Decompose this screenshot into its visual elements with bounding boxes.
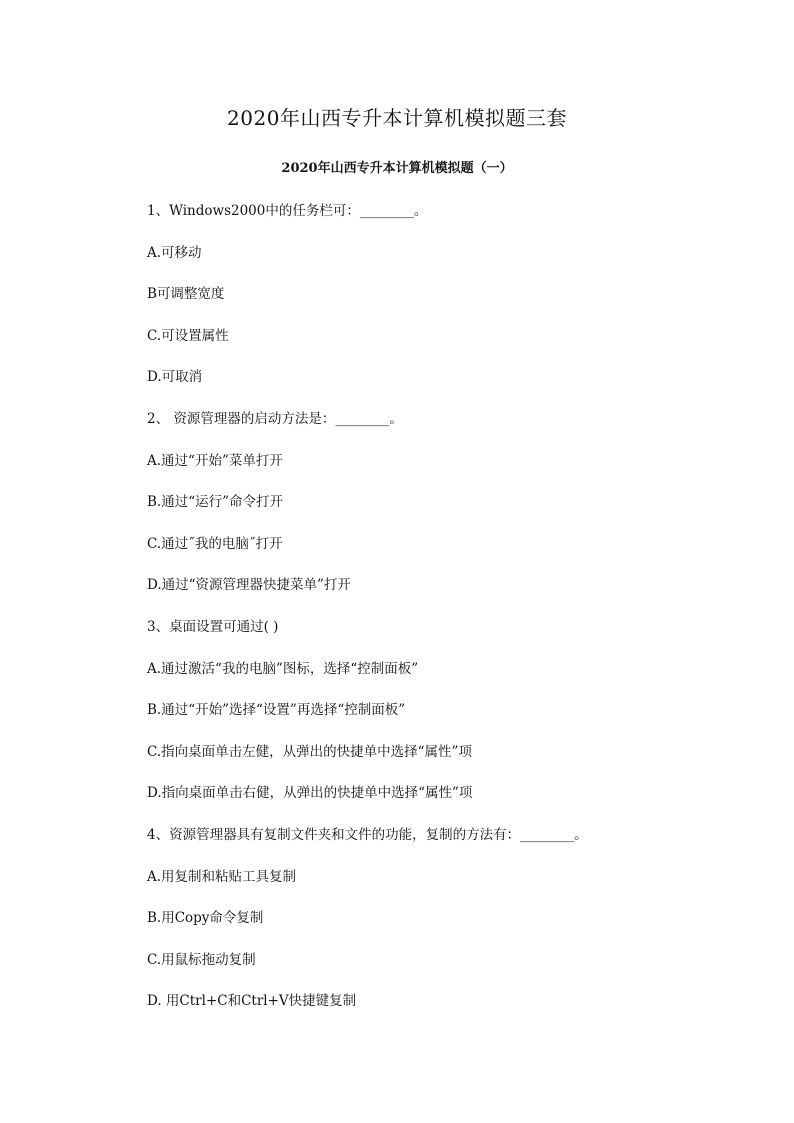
question-3-option-a: A.通过激活“我的电脑”图标，选择“控制面板”	[147, 660, 419, 677]
question-2-option-a: A.通过“开始”菜单打开	[147, 452, 283, 469]
question-4-option-c: C.用鼠标拖动复制	[147, 951, 256, 968]
question-2-option-b: B.通过“运行”命令打开	[147, 494, 284, 511]
section-title: 2020年山西专升本计算机模拟题（一）	[281, 161, 513, 176]
question-4-option-d: D. 用Ctrl+C和Ctrl+V快捷键复制	[147, 993, 357, 1010]
question-3-option-c: C.指向桌面单击左健，从弹出的快捷单中选择“属性”项	[147, 743, 472, 760]
question-1-stem: 1、Windows2000中的任务栏可：________。	[147, 203, 428, 219]
question-2-stem: 2、 资源管理器的启动方法是：________。	[147, 410, 403, 427]
question-1-option-a: A.可移动	[147, 244, 202, 261]
question-2-option-d: D.通过“资源管理器快捷菜单”打开	[147, 577, 351, 594]
question-4-option-b: B.用Copy命令复制	[147, 910, 264, 927]
question-1-option-b: B可调整宽度	[147, 286, 225, 303]
question-3-stem: 3、桌面设置可通过( )	[147, 618, 279, 635]
question-2-option-c: C.通过˝我的电脑˝打开	[147, 535, 283, 552]
question-4-option-a: A.用复制和粘贴工具复制	[147, 868, 297, 885]
question-3-option-d: D.指向桌面单击右健，从弹出的快捷单中选择“属性”项	[147, 785, 473, 802]
document-title: 2020年山西专升本计算机模拟题三套	[227, 106, 567, 130]
question-1-option-d: D.可取消	[147, 369, 203, 386]
question-1-option-c: C.可设置属性	[147, 327, 229, 344]
question-list	[147, 201, 747, 1033]
question-3-option-b: B.通过“开始”选择“设置”再选择“控制面板”	[147, 702, 406, 719]
question-4-stem: 4、资源管理器具有复制文件夹和文件的功能，复制的方法有：________。	[147, 826, 588, 843]
